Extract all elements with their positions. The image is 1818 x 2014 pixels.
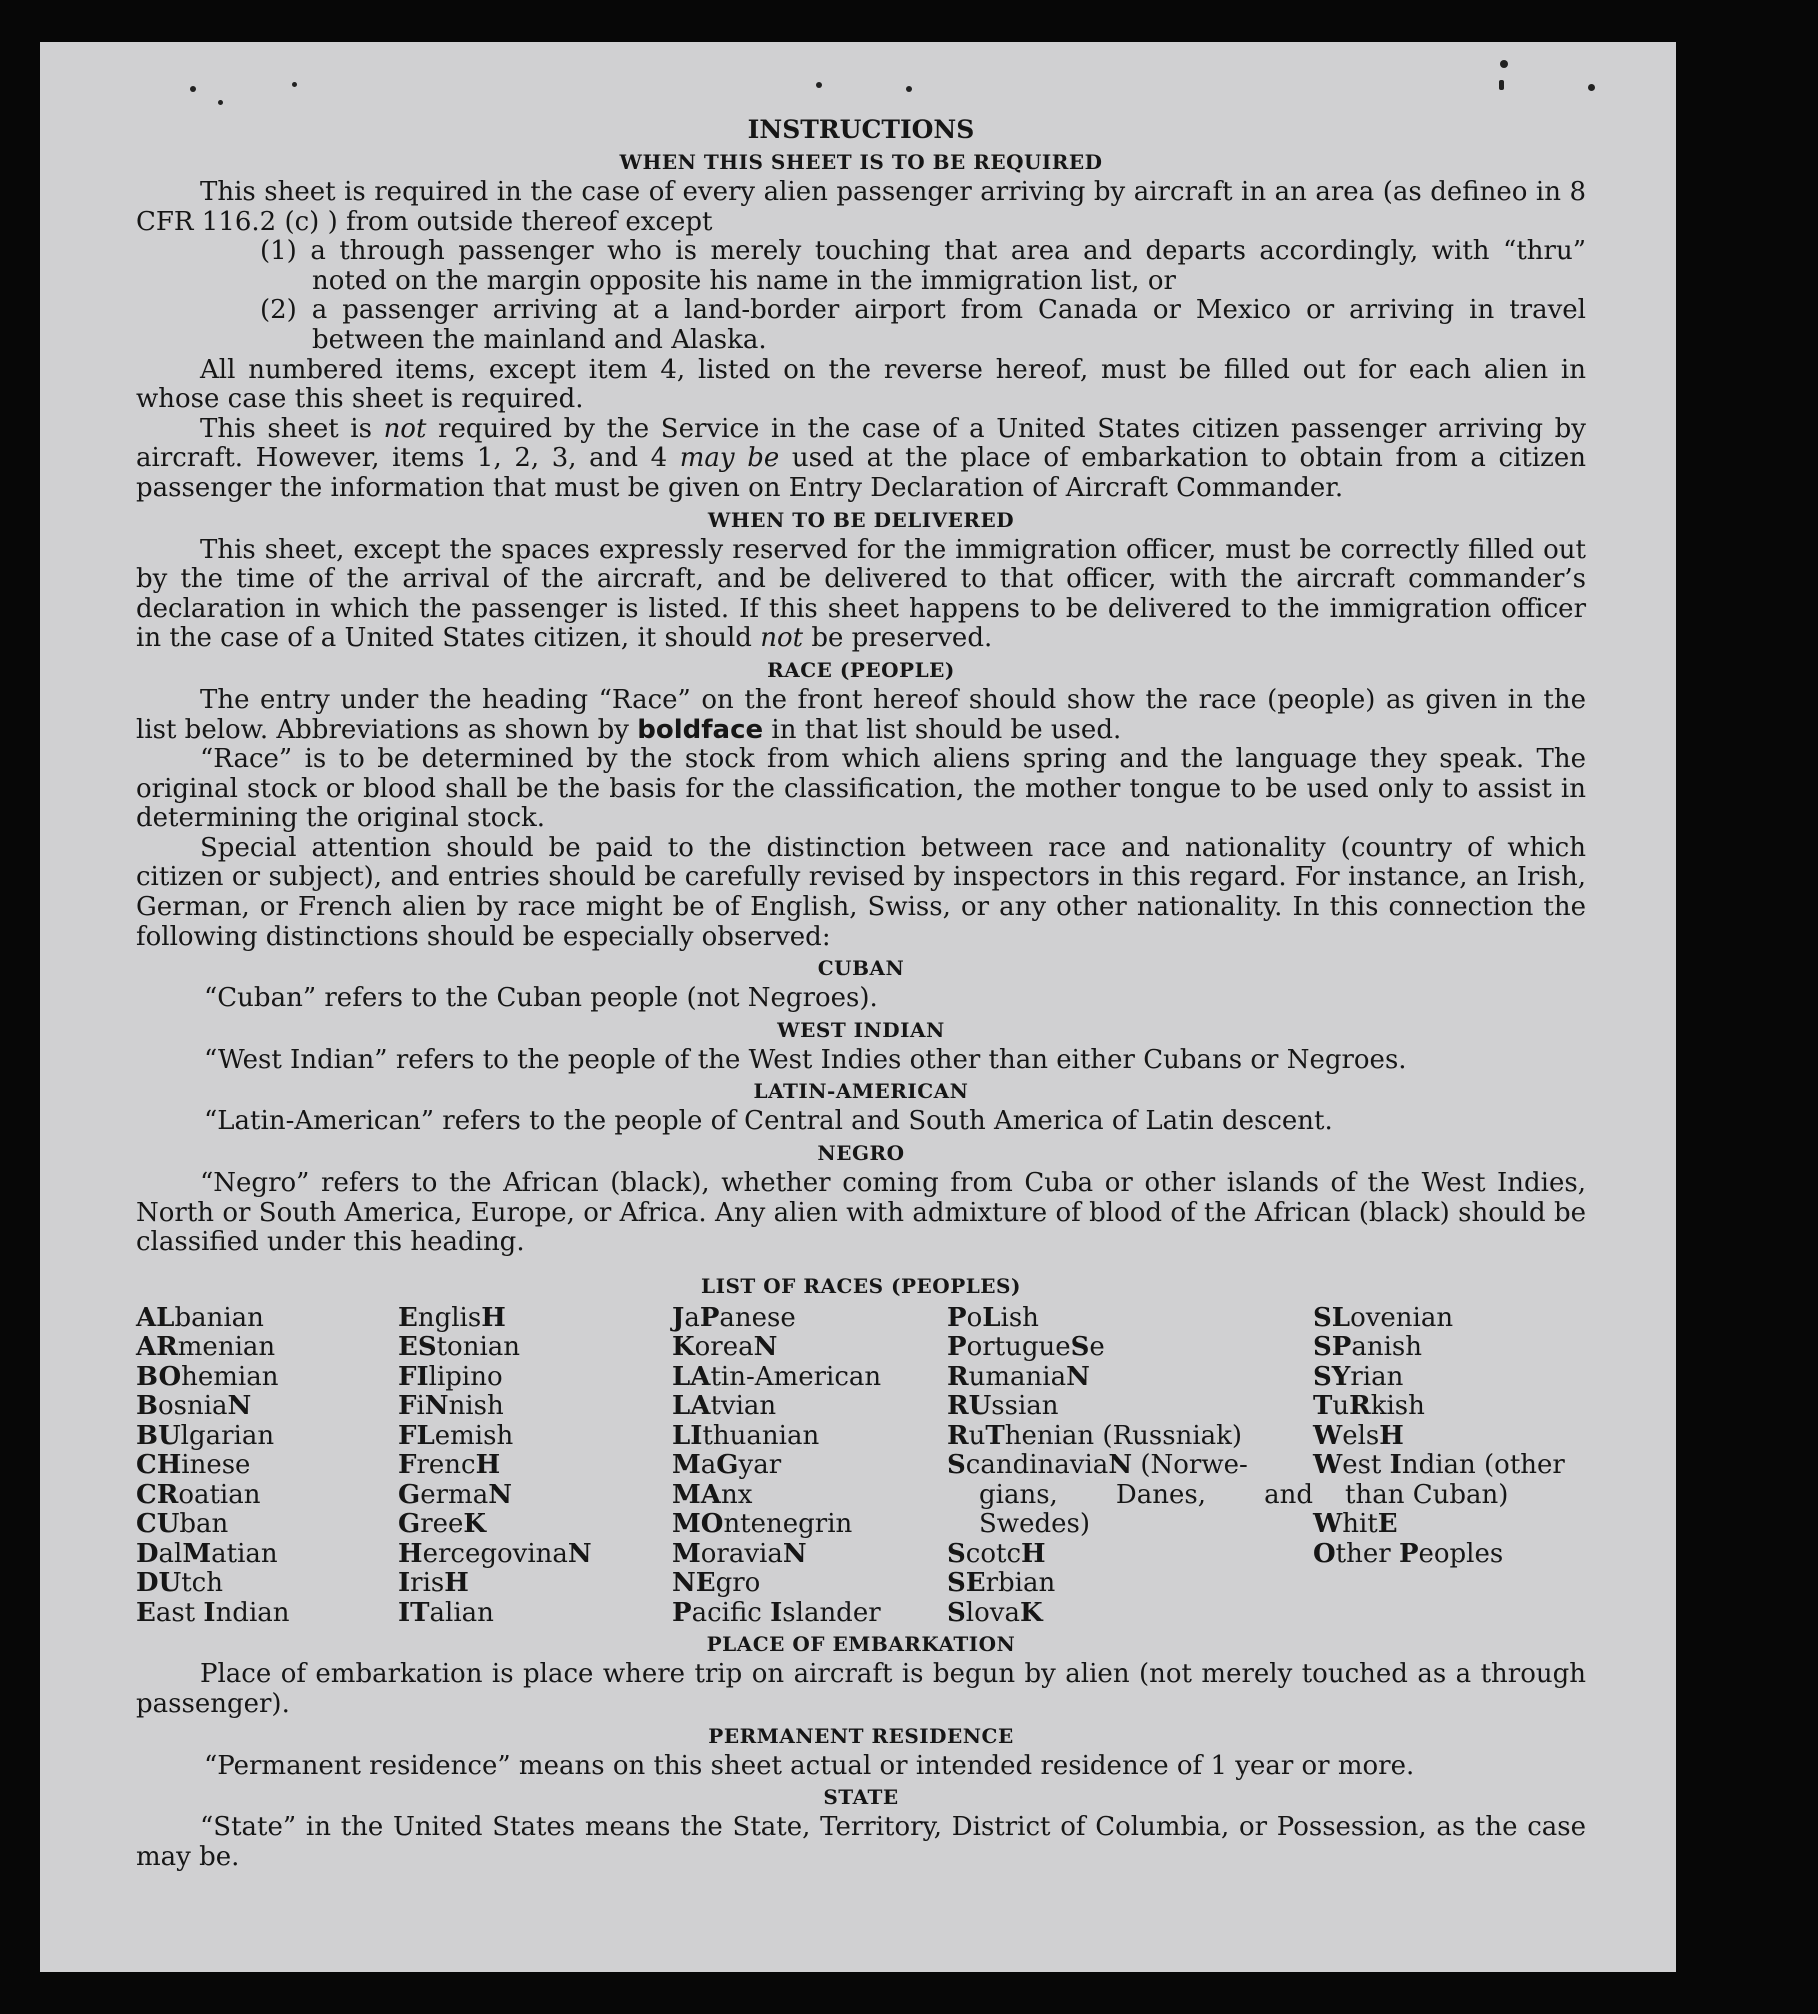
race-item: WhitE: [1313, 1509, 1398, 1540]
race-item: West Indian (other: [1313, 1450, 1565, 1481]
section-heading-place-of-embarkation: PLACE OF EMBARKATION: [706, 1632, 1016, 1657]
race-item: MoraviaN: [672, 1538, 807, 1569]
race-item: KoreaN: [672, 1332, 778, 1363]
race-item: BosniaN: [136, 1391, 252, 1422]
race-item: CHinese: [136, 1450, 251, 1481]
race-item: than Cuban): [1345, 1479, 1509, 1510]
emphasis-may-be: may be: [679, 443, 780, 474]
scan-speck: [1500, 60, 1508, 68]
race-item: FLemish: [398, 1420, 514, 1451]
race-list: [136, 1304, 1586, 1629]
race-item: GreeK: [398, 1509, 487, 1540]
race-item: East Indian: [136, 1597, 290, 1628]
race-item: PoLish: [947, 1302, 1039, 1333]
emphasis-boldface: boldface: [637, 714, 764, 745]
scan-speck: [218, 100, 223, 105]
permanent-residence-paragraph: “Permanent residence” means on this sheet actual or intended residence of 1 year or more.: [204, 1750, 1415, 1781]
race-column: [672, 1304, 947, 1629]
section-heading-negro: NEGRO: [817, 1141, 905, 1166]
race-item: LAtin-American: [672, 1361, 882, 1392]
race-column: [398, 1304, 672, 1629]
emphasis-not: not: [383, 413, 427, 444]
race-item: MAnx: [672, 1479, 753, 1510]
section-heading-when-delivered: WHEN TO BE DELIVERED: [707, 507, 1015, 532]
race-item: JaPanese: [672, 1302, 796, 1333]
scan-speck: [1499, 80, 1504, 90]
race-item: SErbian: [947, 1568, 1056, 1599]
race-item: EnglisH: [398, 1302, 506, 1333]
race-paragraph-1: The entry under the heading “Race” on the front hereof should show the race (people) as given in the list below. Abbreviations as shown by boldface in that list should be used.: [136, 684, 1586, 745]
race-item: Swedes): [979, 1509, 1090, 1540]
race-item: ALbanian: [136, 1302, 264, 1333]
race-item: CUban: [136, 1509, 229, 1540]
except-item-2: (2) a passenger arriving at a land-border airport from Canada or Mexico or arriving in travel between the mainland and Alaska.: [260, 295, 1586, 355]
race-item: EStonian: [398, 1332, 521, 1363]
race-item: DalMatian: [136, 1538, 278, 1569]
embarkation-paragraph: Place of embarkation is place where trip on aircraft is begun by alien (not merely touched as a through passenger).: [136, 1659, 1586, 1719]
race-paragraph-2: “Race” is to be determined by the stock from which aliens spring and the language they speak. The original stock or blood shall be the basis for the classification, the mother tongue to be used only to assist in determining the original stock.: [136, 744, 1586, 834]
section-heading-cuban: CUBAN: [817, 956, 905, 981]
section-heading-latin-american: LATIN-AMERICAN: [753, 1079, 969, 1104]
page-title: INSTRUCTIONS: [747, 115, 975, 144]
race-item: RuThenian (Russniak): [947, 1420, 1243, 1451]
instructions-content: [136, 114, 1586, 1872]
race-item: ITalian: [398, 1597, 494, 1628]
race-item: MaGyar: [672, 1450, 782, 1481]
except-item-1: (1) a through passenger who is merely touching that area and departs accordingly, with “thru” noted on the margin opposite his name in the immigration list, or: [260, 236, 1586, 296]
race-item: PortugueSe: [947, 1332, 1105, 1363]
race-item: FIlipino: [398, 1361, 503, 1392]
race-item: DUtch: [136, 1568, 223, 1599]
race-item: LIthuanian: [672, 1420, 820, 1451]
race-item: SlovaK: [947, 1597, 1043, 1628]
race-item: HercegovinaN: [398, 1538, 592, 1569]
scan-speck: [816, 82, 822, 88]
race-item: LAtvian: [672, 1391, 777, 1422]
race-column: [136, 1304, 398, 1629]
race-item: GermaN: [398, 1479, 512, 1510]
numbered-items-paragraph: All numbered items, except item 4, listed on the reverse hereof, must be filled out for each alien in whose case this sheet is required.: [136, 354, 1586, 415]
section-heading-permanent-residence: PERMANENT RESIDENCE: [708, 1723, 1014, 1748]
scan-speck: [1588, 84, 1595, 91]
race-item: BUlgarian: [136, 1420, 275, 1451]
race-item: IrisH: [398, 1568, 469, 1599]
document-sheet: [40, 42, 1676, 1972]
race-item: FrencH: [398, 1450, 501, 1481]
race-item: ScotcH: [947, 1538, 1046, 1569]
section-heading-when-required: WHEN THIS SHEET IS TO BE REQUIRED: [619, 150, 1103, 174]
race-item: CRoatian: [136, 1479, 261, 1510]
state-paragraph: “State” in the United States means the State, Territory, District of Columbia, or Possession, as the case may be.: [136, 1812, 1586, 1872]
section-heading-west-indian: WEST INDIAN: [777, 1017, 945, 1042]
race-item: RumaniaN: [947, 1361, 1090, 1392]
race-item: gians, Danes, and: [979, 1479, 1313, 1510]
race-item: Other Peoples: [1313, 1538, 1504, 1569]
race-item: RUssian: [947, 1391, 1059, 1422]
race-item: BOhemian: [136, 1361, 279, 1392]
scan-speck: [292, 82, 297, 87]
race-item: ScandinaviaN (Norwe-: [947, 1450, 1248, 1481]
cuban-definition: “Cuban” refers to the Cuban people (not Negroes).: [204, 983, 878, 1014]
race-item: FiNnish: [398, 1391, 504, 1422]
race-item: SPanish: [1313, 1332, 1422, 1363]
emphasis-not: not: [760, 623, 804, 654]
race-item: SYrian: [1313, 1361, 1404, 1392]
west-indian-definition: “West Indian” refers to the people of the West Indies other than either Cubans or Negroes.: [204, 1044, 1407, 1075]
race-item: MOntenegrin: [672, 1509, 853, 1540]
negro-definition: “Negro” refers to the African (black), whether coming from Cuba or other islands of the West Indies, North or South America, Europe, or Africa. Any alien with admixture of blood of the African (black) should be classified under this heading.: [136, 1168, 1586, 1258]
race-column: [1313, 1304, 1586, 1629]
citizen-paragraph: This sheet is not required by the Service in the case of a United States citizen passenger arriving by aircraft. However, items 1, 2, 3, and 4 may be used at the place of embarkation to obtain from a citizen passenger the information that must be given on Entry Declaration of Aircraft Commander.: [136, 413, 1587, 503]
race-item: Pacific Islander: [672, 1597, 881, 1628]
race-paragraph-3: Special attention should be paid to the distinction between race and nationality (country of which citizen or subject), and entries should be carefully revised by inspectors in this regard. For instance, an Irish, German, or French alien by race might be of English, Swiss, or any other nationality. In this connection the following distinctions should be especially observed:: [136, 832, 1586, 952]
race-item: SLovenian: [1313, 1302, 1454, 1333]
section-heading-state: STATE: [823, 1785, 899, 1810]
race-column: [947, 1304, 1313, 1629]
scan-speck: [190, 86, 196, 92]
race-item: TuRkish: [1313, 1391, 1425, 1422]
delivered-paragraph: This sheet, except the spaces expressly reserved for the immigration officer, must be correctly filled out by the time of the arrival of the aircraft, and be delivered to that officer, with the aircraft commander’s declaration in which the passenger is listed. If this sheet happens to be delivered to the immigration officer in the case of a United States citizen, it should not be preserved.: [136, 534, 1586, 654]
race-item: NEgro: [672, 1568, 761, 1599]
race-item: ARmenian: [136, 1332, 276, 1363]
section-heading-race: RACE (PEOPLE): [767, 657, 955, 682]
latin-american-definition: “Latin-American” refers to the people of Central and South America of Latin descent.: [204, 1106, 1333, 1137]
intro-paragraph: This sheet is required in the case of every alien passenger arriving by aircraft in an area (as defineo in 8 CFR 116.2 (c) ) from outside thereof except: [136, 177, 1586, 237]
section-heading-list-of-races: LIST OF RACES (PEOPLES): [701, 1273, 1021, 1298]
race-item: WelsH: [1313, 1420, 1404, 1451]
scan-speck: [906, 86, 912, 92]
